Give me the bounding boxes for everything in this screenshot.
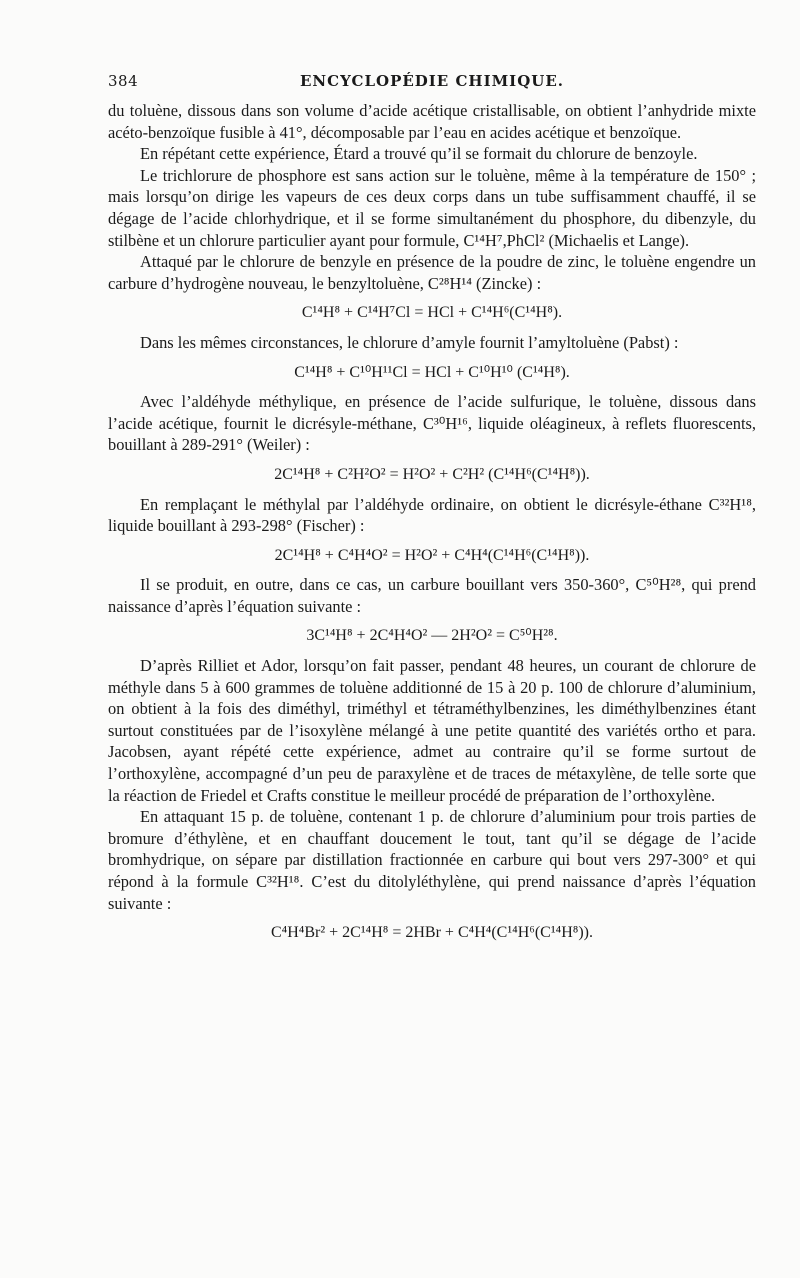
page-header bbox=[108, 72, 756, 94]
running-title: ENCYCLOPÉDIE CHIMIQUE. bbox=[299, 72, 565, 90]
paragraph: Le trichlorure de phosphore est sans action sur le toluène, même à la température de 150° ; mais lorsqu’on dirige les vapeurs de ces deux corps dans un tube suffisamment chauffé, il se dégage de l’acide chlorhydrique, et il se forme simultanément du phosphore, du dibenzyle, du stilbène et un chlorure particulier ayant pour formule, C¹⁴H⁷,PhCl² (Michaelis et Lange). bbox=[108, 165, 756, 250]
paragraph: En remplaçant le méthylal par l’aldéhyde ordinaire, on obtient le dicrésyle-éthane C³²H¹⁸, liquide bouillant à 293-298° (Fischer) : bbox=[108, 494, 756, 536]
paragraph: Il se produit, en outre, dans ce cas, un carbure bouillant vers 350-360°, C⁵⁰H²⁸, qui prend naissance d’après l’équation suivante : bbox=[108, 575, 756, 616]
paragraph: Avec l’aldéhyde méthylique, en présence de l’acide sulfurique, le toluène, dissous dans l’acide acétique, fournit le dicrésyle-méthane, C³⁰H¹⁶, liquide oléagineux, à reflets fluorescents, bouillant à 289-291° (Weiler) : bbox=[108, 392, 756, 455]
equation: C⁴H⁴Br² + 2C¹⁴H⁸ = 2HBr + C⁴H⁴(C¹⁴H⁶(C¹⁴H⁸)). bbox=[270, 924, 594, 942]
equation: C¹⁴H⁸ + C¹⁴H⁷Cl = HCl + C¹⁴H⁶(C¹⁴H⁸). bbox=[301, 304, 563, 322]
paragraph: du toluène, dissous dans son volume d’acide acétique cristallisable, on obtient l’anhydride mixte acéto-benzoïque fusible à 41°, décomposable par l’eau en acides acétique et benzoïque. bbox=[108, 101, 756, 142]
equation: 2C¹⁴H⁸ + C²H²O² = H²O² + C²H² (C¹⁴H⁶(C¹⁴H⁸)). bbox=[274, 465, 590, 483]
paragraph: D’après Rilliet et Ador, lorsqu’on fait passer, pendant 48 heures, un courant de chlorure de méthyle dans 5 à 600 grammes de toluène additionné de 15 à 20 p. 100 de chlorure d’aluminium, on obtient à la fois des diméthyl, triméthyl et tétraméthylbenzines, les diméthylbenzines étant surtout constituées par de l’isoxylène mélangé à une petite quantité des variétés ortho et para. Jacobsen, ayant répété cette expérience, admet au contraire qu’il se forme surtout de l’orthoxylène, accompagné d’un peu de paraxylène et de traces de métaxylène, de telle sorte que la réaction de Friedel et Crafts constitue le meilleur procédé de préparation de l’orthoxylène. bbox=[108, 656, 756, 805]
paragraph: Dans les mêmes circonstances, le chlorure d’amyle fournit l’amyltoluène (Pabst) : bbox=[140, 332, 679, 352]
paragraph: En attaquant 15 p. de toluène, contenant 1 p. de chlorure d’aluminium pour trois parties de bromure d’éthylène, et en chauffant doucement le tout, tant qu’il se dégage de l’acide bromhydrique, on sépare par distillation fractionnée en carbure qui bout vers 297-300° et qui répond à la formule C³²H¹⁸. C’est du ditolyléthylène, qui prend naissance d’après l’équation suivante : bbox=[108, 807, 756, 913]
page-number: 384 bbox=[108, 72, 139, 90]
equation: 2C¹⁴H⁸ + C⁴H⁴O² = H²O² + C⁴H⁴(C¹⁴H⁶(C¹⁴H⁸)). bbox=[274, 546, 590, 564]
equation: C¹⁴H⁸ + C¹⁰H¹¹Cl = HCl + C¹⁰H¹⁰ (C¹⁴H⁸). bbox=[294, 363, 570, 381]
equation: 3C¹⁴H⁸ + 2C⁴H⁴O² — 2H²O² = C⁵⁰H²⁸. bbox=[306, 627, 558, 645]
paragraph: En répétant cette expérience, Étard a trouvé qu’il se formait du chlorure de benzoyle. bbox=[140, 144, 698, 164]
paragraph: Attaqué par le chlorure de benzyle en présence de la poudre de zinc, le toluène engendre un carbure d’hydrogène nouveau, le benzyltoluène, C²⁸H¹⁴ (Zincke) : bbox=[108, 252, 756, 293]
page-body bbox=[108, 100, 756, 952]
